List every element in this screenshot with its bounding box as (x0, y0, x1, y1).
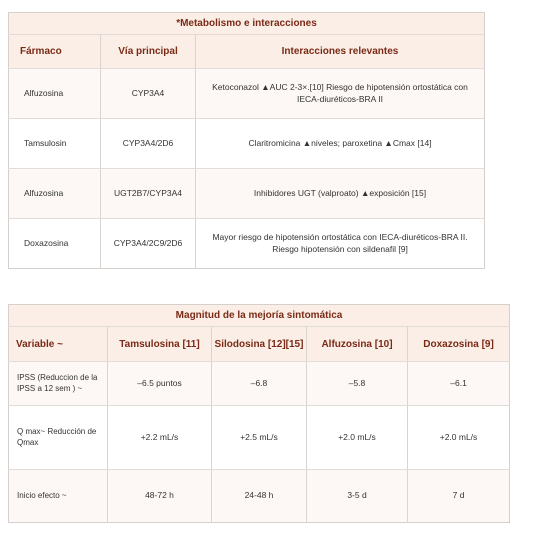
cell-variable: Inicio efecto ~ (9, 470, 108, 523)
cell-value: 3-5 d (307, 470, 408, 523)
cell-value: –6.8 (212, 362, 307, 406)
cell-value: +2.0 mL/s (307, 406, 408, 470)
cell-route: UGT2B7/CYP3A4 (101, 169, 196, 219)
table-title-row (9, 305, 510, 327)
table-row (9, 219, 485, 269)
table-row (9, 406, 510, 470)
cell-interactions: Inhibidores UGT (valproato) ▲exposición [15] (196, 169, 485, 219)
column-header-drug: Fármaco (9, 35, 101, 69)
cell-value: 24-48 h (212, 470, 307, 523)
cell-route: CYP3A4/2D6 (101, 119, 196, 169)
metabolism-table (8, 12, 485, 269)
cell-value: +2.5 mL/s (212, 406, 307, 470)
cell-interactions: Ketoconazol ▲AUC 2-3×.[10] Riesgo de hipotensión ortostática con IECA-diuréticos-BRA II (196, 69, 485, 119)
table-row (9, 69, 485, 119)
table-title-row (9, 13, 485, 35)
column-header-interactions: Interacciones relevantes (196, 35, 485, 69)
table-row (9, 169, 485, 219)
cell-value: 48-72 h (108, 470, 212, 523)
cell-drug: Alfuzosina (9, 169, 101, 219)
cell-drug: Tamsulosin (9, 119, 101, 169)
table-row (9, 362, 510, 406)
cell-value: –5.8 (307, 362, 408, 406)
cell-value: –6.5 puntos (108, 362, 212, 406)
cell-route: CYP3A4/2C9/2D6 (101, 219, 196, 269)
column-header-silodosina: Silodosina [12][15] (212, 327, 307, 362)
symptom-table-title: Magnitud de la mejoría sintomática (9, 305, 510, 327)
column-header-alfuzosina: Alfuzosina [10] (307, 327, 408, 362)
cell-variable: IPSS (Reduccion de la IPSS a 12 sem ) ~ (9, 362, 108, 406)
cell-value: –6.1 (408, 362, 510, 406)
cell-drug: Doxazosina (9, 219, 101, 269)
column-header-tamsulosina: Tamsulosina [11] (108, 327, 212, 362)
cell-variable: Q max~ Reducción de Qmax (9, 406, 108, 470)
table-header-row (9, 327, 510, 362)
symptom-improvement-table (8, 304, 510, 523)
table-row (9, 470, 510, 523)
cell-route: CYP3A4 (101, 69, 196, 119)
column-header-doxazosina: Doxazosina [9] (408, 327, 510, 362)
cell-drug: Alfuzosina (9, 69, 101, 119)
cell-value: +2.2 mL/s (108, 406, 212, 470)
cell-value: +2.0 mL/s (408, 406, 510, 470)
cell-value: 7 d (408, 470, 510, 523)
column-header-variable: Variable ~ (9, 327, 108, 362)
table-row (9, 119, 485, 169)
column-header-route: Vía principal (101, 35, 196, 69)
table-header-row (9, 35, 485, 69)
metabolism-table-title: *Metabolismo e interacciones (9, 13, 485, 35)
cell-interactions: Claritromicina ▲niveles; paroxetina ▲Cmax [14] (196, 119, 485, 169)
cell-interactions: Mayor riesgo de hipotensión ortostática con IECA-diuréticos-BRA II. Riesgo hipotensión con sildenafil [9] (212, 232, 468, 254)
